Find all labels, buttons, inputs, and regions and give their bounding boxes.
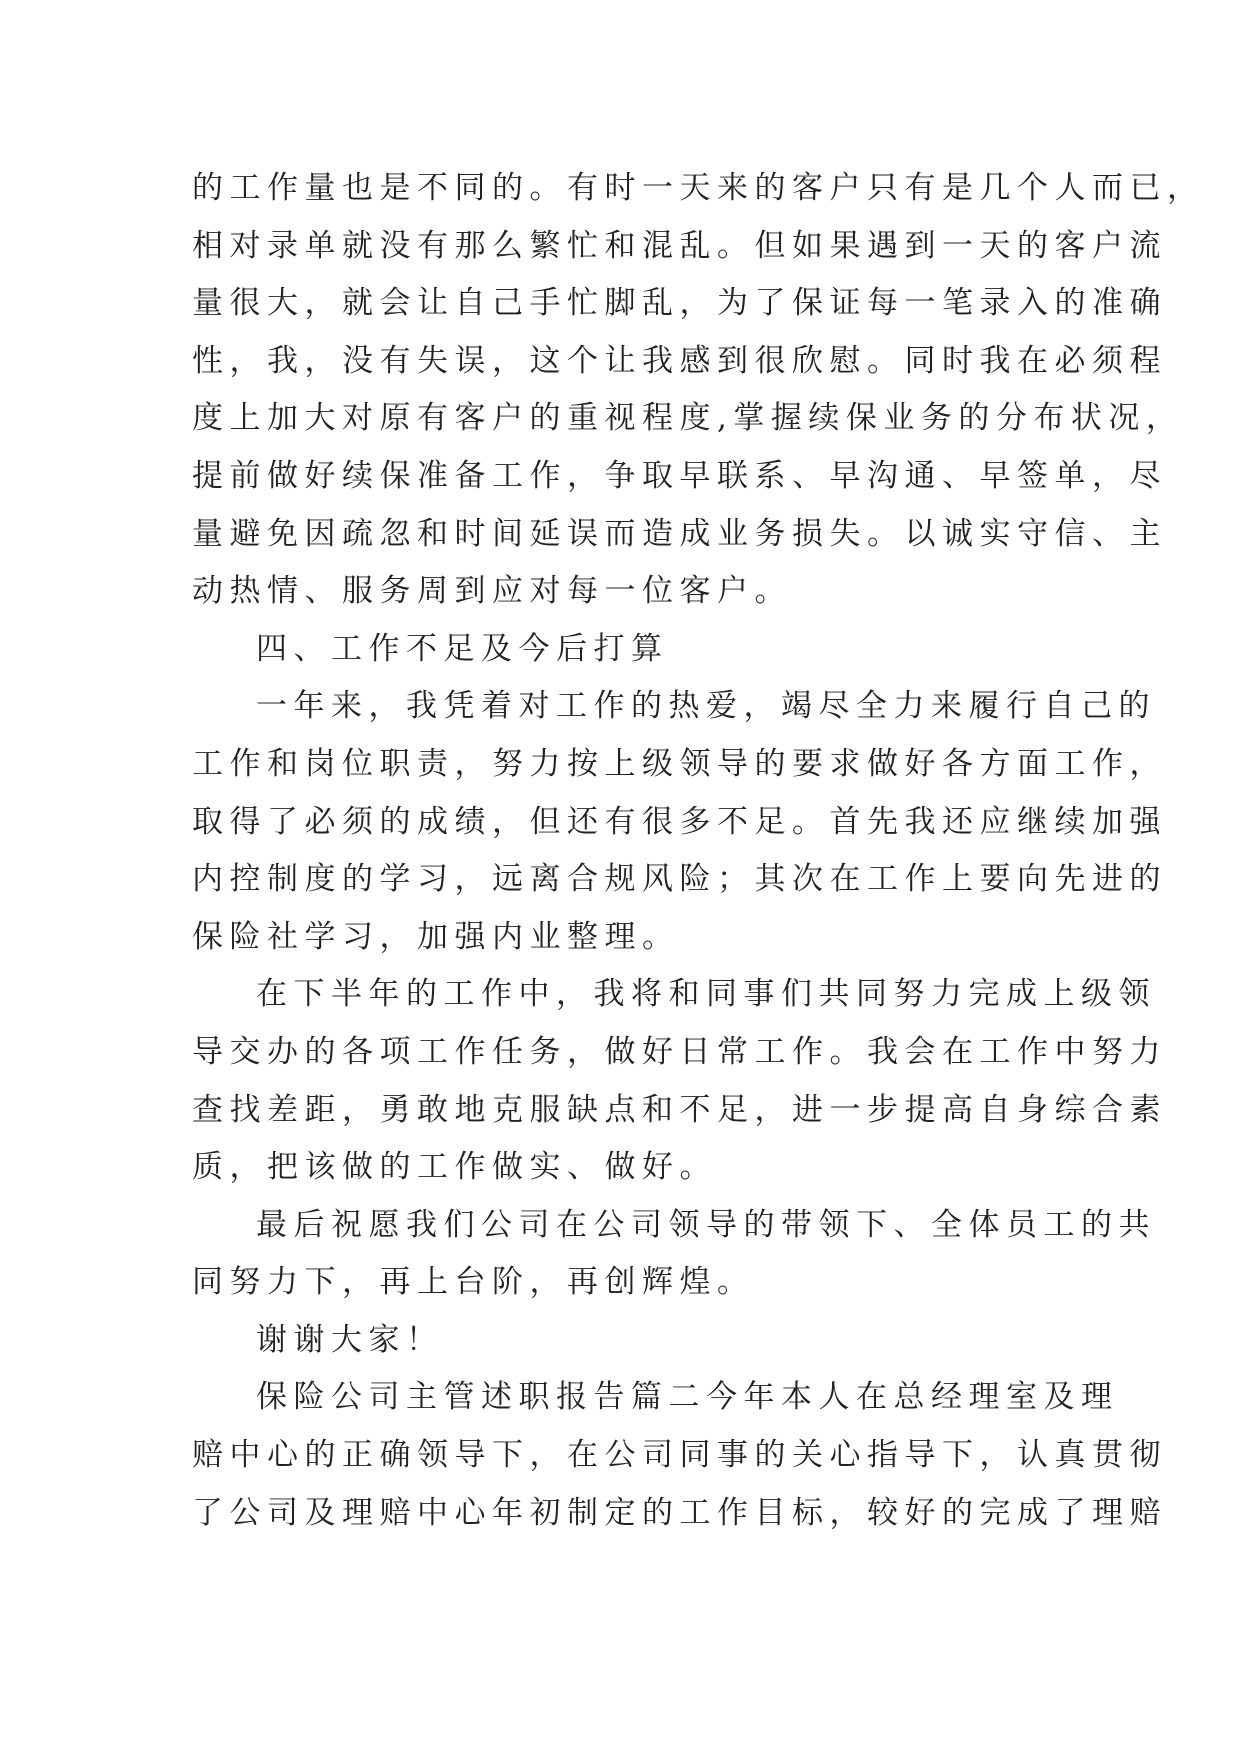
text-line: 查找差距，勇敢地克服缺点和不足，进一步提高自身综合素 bbox=[192, 1091, 1167, 1128]
text-line: 赔中心的正确领导下，在公司同事的关心指导下，认真贯彻 bbox=[192, 1437, 1167, 1474]
text-line: 保险公司主管述职报告篇二今年本人在总经理室及理 bbox=[256, 1379, 1119, 1416]
text-line: 动热情、服务周到应对每一位客户。 bbox=[192, 573, 792, 610]
text-line: 最后祝愿我们公司在公司领导的带领下、全体员工的共 bbox=[256, 1206, 1156, 1243]
text-line: 了公司及理赔中心年初制定的工作目标，较好的完成了理赔 bbox=[192, 1494, 1167, 1531]
text-line: 谢谢大家！ bbox=[256, 1321, 444, 1358]
text-line: 质，把该做的工作做实、做好。 bbox=[192, 1149, 717, 1186]
text-line: 取得了必须的成绩，但还有很多不足。首先我还应继续加强 bbox=[192, 803, 1167, 840]
text-line: 保险社学习，加强内业整理。 bbox=[192, 918, 680, 955]
text-line: 一年来，我凭着对工作的热爱，竭尽全力来履行自己的 bbox=[256, 688, 1156, 725]
text-line: 性，我，没有失误，这个让我感到很欣慰。同时我在必须程 bbox=[192, 342, 1167, 379]
text-line: 提前做好续保准备工作，争取早联系、早沟通、早签单，尽 bbox=[192, 457, 1167, 494]
text-line: 在下半年的工作中，我将和同事们共同努力完成上级领 bbox=[256, 976, 1156, 1013]
text-line: 的工作量也是不同的。有时一天来的客户只有是几个人而已， bbox=[192, 170, 1205, 206]
section-heading: 四、工作不足及今后打算 bbox=[256, 630, 669, 667]
text-line: 量避免因疏忽和时间延误而造成业务损失。以诚实守信、主 bbox=[192, 515, 1167, 552]
text-line: 度上加大对原有客户的重视程度,掌握续保业务的分布状况， bbox=[192, 400, 1184, 437]
text-line: 工作和岗位职责，努力按上级领导的要求做好各方面工作， bbox=[192, 745, 1167, 782]
text-line: 相对录单就没有那么繁忙和混乱。但如果遇到一天的客户流 bbox=[192, 227, 1167, 264]
text-line: 同努力下，再上台阶，再创辉煌。 bbox=[192, 1264, 755, 1301]
text-line: 内控制度的学习，远离合规风险；其次在工作上要向先进的 bbox=[192, 861, 1167, 898]
text-line: 导交办的各项工作任务，做好日常工作。我会在工作中努力 bbox=[192, 1033, 1167, 1070]
document-body bbox=[192, 160, 1205, 1542]
text-line: 量很大，就会让自己手忙脚乱，为了保证每一笔录入的准确 bbox=[192, 285, 1167, 322]
